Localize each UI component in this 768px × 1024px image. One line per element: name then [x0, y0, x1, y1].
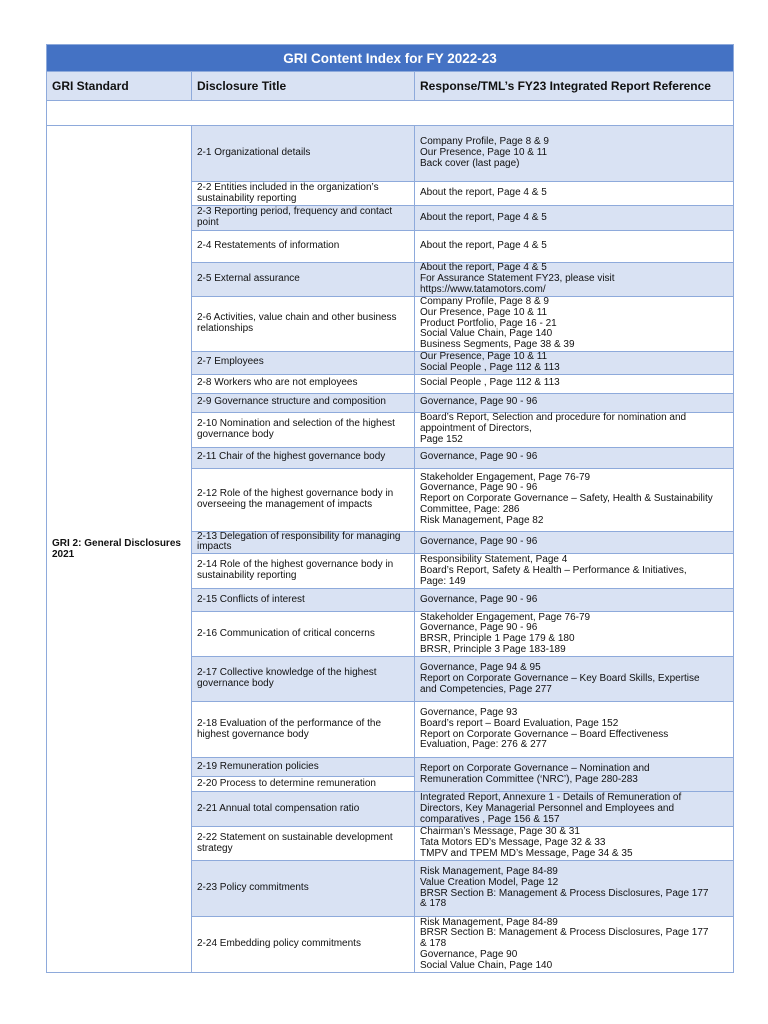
- response-line: & 178: [420, 938, 447, 950]
- response-line: Report on Corporate Governance – Nomination and: [420, 762, 650, 774]
- column-header-disclosure: Disclosure Title: [192, 72, 415, 101]
- response-line: Company Profile, Page 8 & 9: [420, 136, 549, 148]
- response-reference: [415, 612, 734, 657]
- response-line: Page 152: [420, 433, 463, 445]
- response-line: Report on Corporate Governance – Board Effectiveness: [420, 728, 669, 740]
- disclosure-title: 2-13 Delegation of responsibility for managing impacts: [192, 531, 415, 554]
- response-line: Our Presence, Page 10 & 11: [420, 147, 548, 159]
- response-line: Chairman’s Message, Page 30 & 31: [420, 826, 580, 838]
- response-reference: [415, 182, 734, 206]
- response-line: Remuneration Committee (‘NRC’), Page 280-283: [420, 773, 638, 785]
- disclosure-title: 2-24 Embedding policy commitments: [192, 917, 415, 973]
- response-line: Business Segments, Page 38 & 39: [420, 339, 575, 351]
- response-line: About the report, Page 4 & 5: [420, 187, 547, 199]
- response-line: & 178: [420, 898, 447, 910]
- response-line: About the report, Page 4 & 5: [420, 240, 547, 252]
- disclosure-title: 2-16 Communication of critical concerns: [192, 612, 415, 657]
- response-line: and Competencies, Page 277: [420, 683, 552, 695]
- response-line: Governance, Page 94 & 95: [420, 661, 541, 673]
- disclosure-title: 2-2 Entities included in the organization’s sustainability reporting: [192, 182, 415, 206]
- disclosure-title: 2-23 Policy commitments: [192, 861, 415, 917]
- response-line: Stakeholder Engagement, Page 76-79: [420, 471, 591, 483]
- response-line: For Assurance Statement FY23, please visit: [420, 273, 615, 285]
- disclosure-title: 2-19 Remuneration policies: [192, 758, 415, 777]
- response-line: Our Presence, Page 10 & 11: [420, 351, 548, 362]
- response-reference: [415, 792, 734, 827]
- response-line: Report on Corporate Governance – Safety, Health & Sustainability: [420, 493, 713, 505]
- response-reference: [415, 412, 734, 447]
- disclosure-title: 2-12 Role of the highest governance body in overseeing the management of impacts: [192, 468, 415, 531]
- response-line: Board’s Report, Safety & Health – Performance & Initiatives,: [420, 564, 687, 576]
- response-line: Social People , Page 112 & 113: [420, 377, 560, 389]
- response-reference: [415, 589, 734, 612]
- disclosure-title: 2-5 External assurance: [192, 263, 415, 297]
- response-line: Governance, Page 90 - 96: [420, 482, 538, 494]
- response-line: Integrated Report, Annexure 1 - Details of Remuneration of: [420, 791, 682, 803]
- response-line: Company Profile, Page 8 & 9: [420, 296, 549, 307]
- table-row: [47, 126, 734, 182]
- disclosure-title: 2-9 Governance structure and composition: [192, 393, 415, 412]
- response-line: About the report, Page 4 & 5: [420, 262, 547, 274]
- disclosure-title: 2-20 Process to determine remuneration: [192, 777, 415, 792]
- disclosure-title: 2-10 Nomination and selection of the highest governance body: [192, 412, 415, 447]
- response-line: Responsibility Statement, Page 4: [420, 553, 568, 565]
- response-line: Our Presence, Page 10 & 11: [420, 306, 548, 318]
- disclosure-title: 2-11 Chair of the highest governance body: [192, 447, 415, 468]
- response-reference: [415, 554, 734, 589]
- disclosure-title: 2-22 Statement on sustainable development strategy: [192, 827, 415, 861]
- response-reference: [415, 917, 734, 973]
- response-line: Risk Management, Page 84-89: [420, 866, 558, 878]
- response-line: Governance, Page 90 - 96: [420, 593, 538, 605]
- response-line: About the report, Page 4 & 5: [420, 211, 547, 223]
- response-line: Risk Management, Page 84-89: [420, 916, 558, 928]
- spacer-row: [47, 101, 734, 126]
- response-line: appointment of Directors,: [420, 423, 532, 435]
- response-line: BRSR, Principle 1 Page 179 & 180: [420, 633, 575, 645]
- response-reference: [415, 468, 734, 531]
- response-line: Value Creation Model, Page 12: [420, 876, 559, 888]
- disclosure-title: 2-18 Evaluation of the performance of the highest governance body: [192, 702, 415, 758]
- response-line: Social People , Page 112 & 113: [420, 361, 560, 373]
- response-reference: [415, 702, 734, 758]
- response-reference: [415, 352, 734, 375]
- response-reference: [415, 231, 734, 263]
- response-reference: [415, 447, 734, 468]
- response-line: Report on Corporate Governance – Key Board Skills, Expertise: [420, 672, 700, 684]
- disclosure-title: 2-21 Annual total compensation ratio: [192, 792, 415, 827]
- response-reference: [415, 206, 734, 231]
- response-line: Product Portfolio, Page 16 - 21: [420, 317, 557, 329]
- disclosure-title: 2-8 Workers who are not employees: [192, 374, 415, 393]
- column-header-standard: GRI Standard: [47, 72, 192, 101]
- table-title: GRI Content Index for FY 2022-23: [47, 45, 734, 72]
- response-reference: [415, 861, 734, 917]
- response-line: Directors, Key Managerial Personnel and Employees and: [420, 802, 675, 814]
- disclosure-title: 2-14 Role of the highest governance body in sustainability reporting: [192, 554, 415, 589]
- response-line: Social Value Chain, Page 140: [420, 328, 553, 340]
- disclosure-title: 2-15 Conflicts of interest: [192, 589, 415, 612]
- response-line: Board’s Report, Selection and procedure for nomination and: [420, 412, 687, 424]
- response-reference: [415, 263, 734, 297]
- response-line: Governance, Page 90 - 96: [420, 622, 538, 634]
- response-line: Risk Management, Page 82: [420, 514, 544, 526]
- response-reference: [415, 297, 734, 352]
- response-line: Governance, Page 90: [420, 949, 518, 961]
- response-line: Governance, Page 90 - 96: [420, 451, 538, 463]
- response-line: Social Value Chain, Page 140: [420, 959, 553, 971]
- response-line: Governance, Page 90 - 96: [420, 535, 538, 547]
- response-line: Board’s report – Board Evaluation, Page 152: [420, 717, 619, 729]
- disclosure-title: 2-1 Organizational details: [192, 126, 415, 182]
- disclosure-title: 2-7 Employees: [192, 352, 415, 375]
- response-reference: [415, 531, 734, 554]
- response-line: Evaluation, Page: 276 & 277: [420, 739, 547, 751]
- response-reference: [415, 393, 734, 412]
- response-line: https://www.tatamotors.com/: [420, 283, 546, 295]
- response-line: Page: 149: [420, 575, 466, 587]
- response-reference: [415, 657, 734, 702]
- disclosure-title: 2-17 Collective knowledge of the highest governance body: [192, 657, 415, 702]
- response-line: Stakeholder Engagement, Page 76-79: [420, 611, 591, 623]
- response-reference: [415, 126, 734, 182]
- response-line: Governance, Page 93: [420, 707, 518, 719]
- response-line: comparatives , Page 156 & 157: [420, 813, 560, 825]
- disclosure-title: 2-6 Activities, value chain and other business relationships: [192, 297, 415, 352]
- gri-standard-label: GRI 2: General Disclosures 2021: [47, 126, 192, 973]
- disclosure-title: 2-3 Reporting period, frequency and contact point: [192, 206, 415, 231]
- response-line: BRSR Section B: Management & Process Disclosures, Page 177: [420, 887, 709, 899]
- response-reference: [415, 758, 734, 792]
- response-reference: [415, 827, 734, 861]
- column-header-response: Response/TML’s FY23 Integrated Report Reference: [415, 72, 734, 101]
- response-line: Committee, Page: 286: [420, 503, 520, 515]
- response-line: Back cover (last page): [420, 157, 520, 169]
- response-line: Tata Motors ED’s Message, Page 32 & 33: [420, 837, 606, 849]
- response-line: BRSR Section B: Management & Process Disclosures, Page 177: [420, 927, 709, 939]
- response-line: Governance, Page 90 - 96: [420, 396, 538, 408]
- response-line: TMPV and TPEM MD’s Message, Page 34 & 35: [420, 848, 633, 860]
- response-line: BRSR, Principle 3 Page 183-189: [420, 643, 566, 655]
- disclosure-title: 2-4 Restatements of information: [192, 231, 415, 263]
- gri-content-index-table: [46, 44, 734, 973]
- response-reference: [415, 374, 734, 393]
